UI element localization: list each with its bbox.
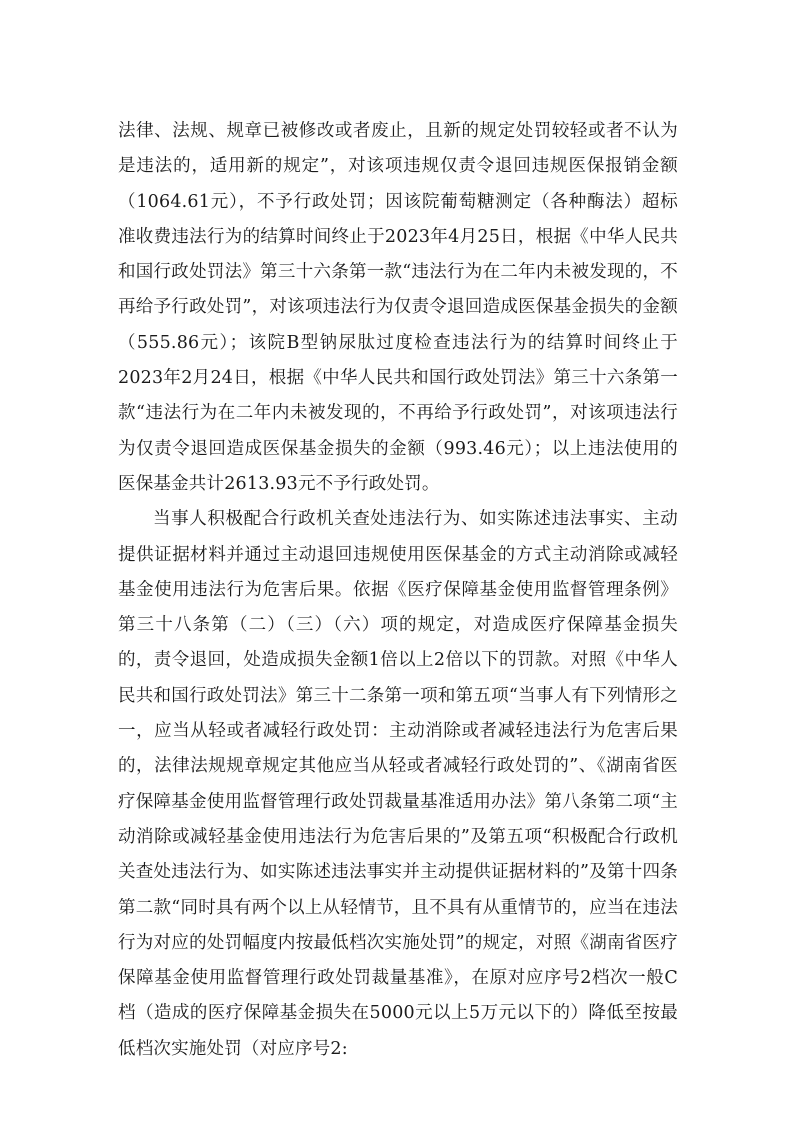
document-body — [118, 114, 678, 1067]
paragraph-continuation: 法律、法规、规章已被修改或者废止，且新的规定处罚较轻或者不认为是违法的，适用新的规定”，对该项违规仅责令退回违规医保报销金额（1064.61元），不予行政处罚；因该院葡萄糖测定（各种酶法）超标准收费违法行为的结算时间终止于2023年4月25日，根据《中华人民共和国行政处罚法》第三十六条第一款“违法行为在二年内未被发现的，不再给予行政处罚”，对该项违法行为仅责令退回造成医保基金损失的金额（555.86元）；该院B型钠尿肽过度检查违法行为的结算时间终止于2023年2月24日，根据《中华人民共和国行政处罚法》第三十六条第一款“违法行为在二年内未被发现的，不再给予行政处罚”，对该项违法行为仅责令退回造成医保基金损失的金额（993.46元）；以上违法使用的医保基金共计2613.93元不予行政处罚。 — [118, 121, 678, 494]
paragraph-mitigation: 当事人积极配合行政机关查处违法行为、如实陈述违法事实、主动提供证据材料并通过主动退回违规使用医保基金的方式主动消除或减轻基金使用违法行为危害后果。依据《医疗保障基金使用监督管理条例》第三十八条第（二）（三）（六）项的规定，对造成医疗保障基金损失的，责令退回，处造成损失金额1倍以上2倍以下的罚款。对照《中华人民共和国行政处罚法》第三十二条第一项和第五项“当事人有下列情形之一，应当从轻或者减轻行政处罚：主动消除或者减轻违法行为危害后果的，法律法规规章规定其他应当从轻或者减轻行政处罚的”、《湖南省医疗保障基金使用监督管理行政处罚裁量基准适用办法》第八条第二项“主动消除或减轻基金使用违法行为危害后果的”及第五项“积极配合行政机关查处违法行为、如实陈述违法事实并主动提供证据材料的”及第十四条第二款“同时具有两个以上从轻情节，且不具有从重情节的，应当在违法行为对应的处罚幅度内按最低档次实施处罚”的规定，对照《湖南省医疗保障基金使用监督管理行政处罚裁量基准》，在原对应序号2档次一般C档（造成的医疗保障基金损失在5000元以上5万元以下的）降低至按最低档次实施处罚（对应序号2: — [118, 509, 678, 1059]
